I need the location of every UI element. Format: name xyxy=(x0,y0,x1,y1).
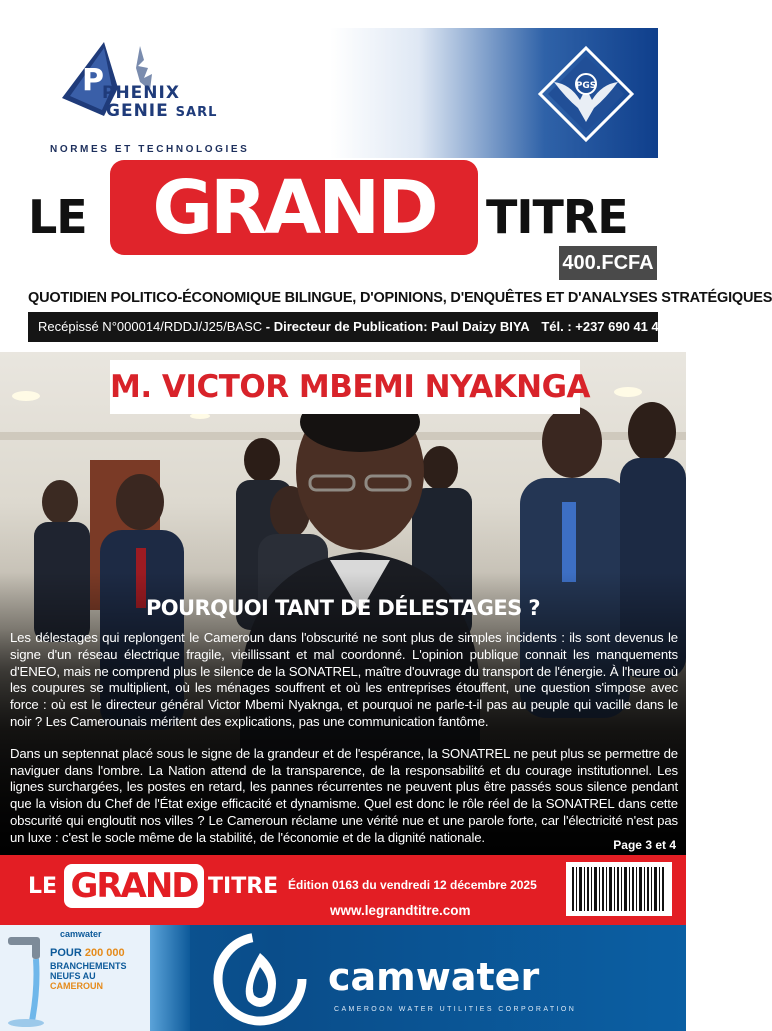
svg-text:PGS: PGS xyxy=(575,81,597,91)
camwater-promo-subline: BRANCHEMENTS NEUFS AU CAMEROUN xyxy=(50,961,127,991)
footer-logo-le: LE xyxy=(28,874,58,899)
newspaper-masthead xyxy=(28,160,658,255)
publication-info-bar xyxy=(28,312,685,342)
masthead-le: LE xyxy=(28,190,87,244)
page-reference: Page 3 et 4 xyxy=(613,838,676,852)
barcode-icon xyxy=(566,862,672,916)
article-paragraph-2: Dans un septennat placé sous le signe de la grandeur et de l'espérance, la SONATREL ne peut plus se permettre de naviguer dans l'ombre. La Nation attend de la transparence, de la responsabilité et du courage institutionnel. Les lignes surchargées, les postes en retard, les pannes récurrentes ne peuvent plus être passés sous silence pendant que la vision du Chef de l'État exige efficacité et dynamisme. Quel est donc le rôle réel de la SONATREL dans cette obscurité qui engloutit nos villes ? Le Cameroun réclame une vérité nue et une parole forte, car l'électricité n'est pas un luxe : c'est le socle même de la stabilité, de l'économie et de la dignité nationale. xyxy=(10,745,678,845)
camwater-small-brand: camwater xyxy=(60,929,102,939)
footer-logo xyxy=(28,864,279,908)
director-of-publication: - Directeur de Publication: Paul Daizy BIYA xyxy=(265,319,530,334)
phenix-genie-logo xyxy=(50,34,260,155)
camwater-subtitle: CAMEROON WATER UTILITIES CORPORATION xyxy=(334,1006,577,1013)
pgs-eagle-logo-icon xyxy=(536,44,636,144)
price-badge: 400.FCFA xyxy=(559,246,657,280)
receipt-number: Recépissé N°000014/RDDJ/J25/BASC xyxy=(38,319,263,334)
cover-article xyxy=(10,630,678,862)
camwater-accent-strip xyxy=(150,925,190,1031)
phenix-tagline: NORMES ET TECHNOLOGIES xyxy=(50,144,250,155)
svg-text:P: P xyxy=(82,63,104,98)
edition-date: Édition 0163 du vendredi 12 décembre 2025 xyxy=(288,878,537,892)
phenix-company-name: PHENIX GENIE SARL xyxy=(102,83,218,121)
cover-headline: M. VICTOR MBEMI NYAKNGA xyxy=(110,360,580,414)
article-paragraph-1: Les délestages qui replongent le Cameroun dans l'obscurité ne sont plus de simples incidents : ils sont devenus le signe d'un réseau électrique fragile, vieillissant et mal coordonné. L'opinion publique connait les manquements d'ENEO, mais ne comprend plus le silence de la SONATREL, maître d'ouvrage du transport de l'énergie. À l'heure où les coupures se multiplient, où les ménages souffrent et où les entreprises étouffent, une question s'impose avec force : où est le directeur général Victor Mbemi Nyaknga, et pourquoi ne parle-t-il pas au peuple qui vacille dans le noir ? Les Camerounais méritent des explications, pas une communication fantôme. xyxy=(10,630,678,729)
camwater-logo-icon xyxy=(214,933,306,1025)
water-tap-icon xyxy=(4,929,50,1029)
camwater-brand: camwater xyxy=(328,955,540,999)
footer-logo-titre: TITRE xyxy=(208,874,279,899)
masthead-titre: TITRE xyxy=(486,190,628,244)
camwater-promo-headline: POUR 200 000 xyxy=(50,947,125,959)
sponsor-banner xyxy=(28,28,658,158)
phone-number: Tél. : +237 690 41 42 42 xyxy=(541,319,685,334)
camwater-advertisement xyxy=(0,925,686,1031)
masthead-grand: GRAND xyxy=(152,165,436,251)
footer-logo-grand: GRAND xyxy=(70,866,198,906)
camwater-promo-panel xyxy=(0,925,150,1031)
website-link[interactable]: www.legrandtitre.com xyxy=(330,903,471,918)
masthead-tagline: QUOTIDIEN POLITICO-ÉCONOMIQUE BILINGUE, D'OPINIONS, D'ENQUÊTES ET D'ANALYSES STRATÉGIQUES xyxy=(28,290,772,306)
cover-subheadline: POURQUOI TANT DE DÉLESTAGES ? xyxy=(146,596,540,620)
